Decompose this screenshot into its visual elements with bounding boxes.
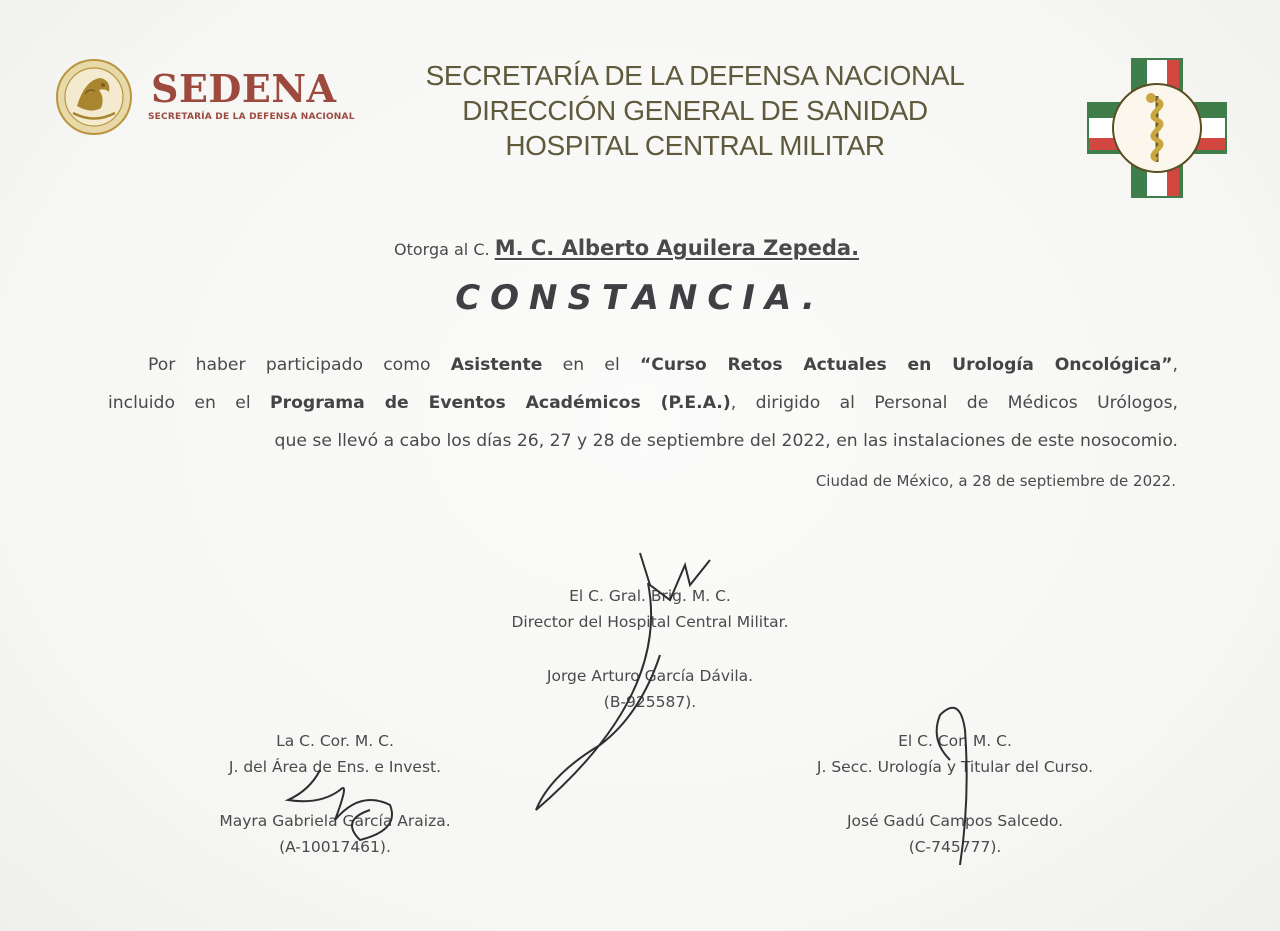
body-line-3: que se llevó a cabo los días 26, 27 y 28 de septiembre del 2022, en las instalaciones de este nosocomio. xyxy=(274,431,1178,451)
signatory-rank: La C. Cor. M. C. xyxy=(276,732,394,750)
body-line-1 xyxy=(108,346,1178,384)
participation-role: Asistente xyxy=(450,355,543,375)
signatory-name: José Gadú Campos Salcedo. xyxy=(846,812,1064,830)
award-line xyxy=(394,236,859,260)
document-title: CONSTANCIA. xyxy=(455,278,825,318)
signatory-position: J. Secc. Urología y Titular del Curso. xyxy=(816,758,1094,776)
mexican-coat-of-arms-seal xyxy=(55,58,133,136)
body-text: en el xyxy=(542,355,640,375)
certificate-body xyxy=(108,346,1178,460)
body-line-2 xyxy=(108,384,1178,422)
signatory-position: Director del Hospital Central Militar. xyxy=(511,613,789,631)
body-text: , xyxy=(1172,355,1178,375)
signatory-director xyxy=(440,583,860,715)
header-line-direccion: DIRECCIÓN GENERAL DE SANIDAD xyxy=(462,95,928,126)
award-prefix: Otorga al C. xyxy=(394,240,490,259)
body-text: , dirigido al Personal de Médicos Urólogos, xyxy=(730,393,1178,413)
institution-header xyxy=(400,58,990,163)
signatory-id: (B-925587). xyxy=(603,693,697,711)
body-text: incluido en el xyxy=(108,393,271,413)
signatory-education-head xyxy=(160,728,510,860)
signatory-id: (A-10017461). xyxy=(279,838,391,856)
recipient-name: M. C. Alberto Aguilera Zepeda. xyxy=(494,236,860,260)
signatory-rank: El C. Cor. M. C. xyxy=(898,732,1012,750)
course-name: “Curso Retos Actuales en Urología Oncológica” xyxy=(640,355,1173,375)
signatory-name: Jorge Arturo García Dávila. xyxy=(546,667,754,685)
signatory-rank: El C. Gral. Brig. M. C. xyxy=(569,587,731,605)
body-text: Por haber participado como xyxy=(148,355,451,375)
signatory-position: J. del Área de Ens. e Invest. xyxy=(228,758,442,776)
signatory-id: (C-745777). xyxy=(908,838,1002,856)
place-and-date: Ciudad de México, a 28 de septiembre de 2022. xyxy=(815,472,1176,490)
sanidad-cross-emblem xyxy=(1087,58,1227,198)
signatory-course-head xyxy=(770,728,1140,860)
sedena-logo-word: SEDENA xyxy=(151,66,337,111)
header-line-hospital: HOSPITAL CENTRAL MILITAR xyxy=(505,130,885,161)
signatory-name: Mayra Gabriela García Araiza. xyxy=(219,812,451,830)
header-line-secretaria: SECRETARÍA DE LA DEFENSA NACIONAL xyxy=(425,60,965,91)
program-name: Programa de Eventos Académicos (P.E.A.) xyxy=(270,393,731,413)
sedena-logo-subtitle: SECRETARÍA DE LA DEFENSA NACIONAL xyxy=(148,112,355,122)
